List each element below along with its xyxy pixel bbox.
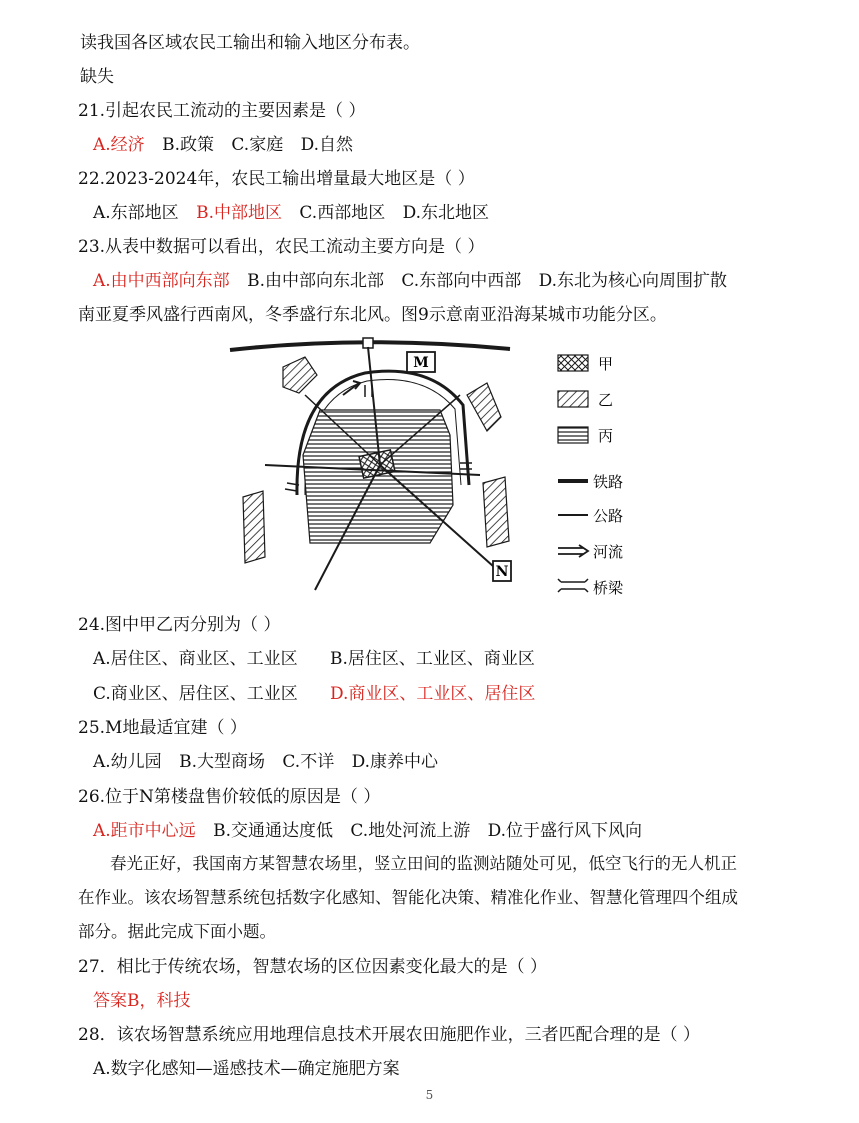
q22-stem: 22.2023-2024年，农民工输出增量最大地区是（ ） [78, 169, 475, 189]
passage-line-1: 春光正好，我国南方某智慧农场里，竖立田间的监测站随处可见，低空飞行的无人机正 [110, 854, 737, 873]
q27-answer: 答案B，科技 [93, 991, 191, 1011]
q24-option-d: D.商业区、工业区、居住区 [330, 684, 536, 704]
zone-yi-1 [283, 357, 317, 393]
legend-swatch-bing [558, 427, 588, 443]
q21-stem: 21.引起农民工流动的主要因素是（ ） [78, 101, 366, 121]
q25-option-d: D.康养中心 [351, 752, 439, 772]
table-prompt: 读我国各区域农民工输出和输入地区分布表。 [80, 33, 420, 53]
q23-option-a: A.由中西部向东部 [93, 271, 230, 291]
legend-swatch-yi [558, 391, 588, 407]
zone-yi-3 [483, 477, 509, 547]
legend-swatch-river [558, 545, 588, 557]
legend-label-river: 河流 [593, 543, 624, 561]
q24-stem: 24.图中甲乙丙分别为（ ） [78, 615, 281, 635]
q23-options [93, 270, 739, 292]
passage-line-3: 部分。据此完成下面小题。 [78, 922, 276, 941]
station-square [363, 338, 373, 348]
zone-yi-4 [243, 491, 265, 563]
q23-option-b: B.由中部向东北部 [247, 271, 384, 291]
q26-stem: 26.位于N第楼盘售价较低的原因是（ ） [78, 787, 381, 807]
q22-option-a: A.东部地区 [93, 203, 179, 223]
legend-swatch-bridge [558, 579, 588, 592]
label-n: N [495, 564, 509, 580]
legend-label-yi: 乙 [598, 391, 614, 409]
q27-stem: 27．相比于传统农场，智慧农场的区位因素变化最大的是（ ） [78, 957, 548, 977]
q21-option-a: A.经济 [93, 135, 145, 155]
q21-option-b: B.政策 [162, 135, 214, 155]
q22-option-c: C.西部地区 [299, 203, 386, 223]
q26-option-c: C.地处河流上游 [350, 821, 471, 841]
passage-line-2: 在作业。该农场智慧系统包括数字化感知、智能化决策、精准化作业、智慧化管理四个组成 [78, 888, 738, 907]
q25-options [93, 751, 450, 773]
legend-label-railway: 铁路 [593, 473, 624, 491]
q21-options [93, 134, 365, 156]
q28-option-a: A.数字化感知—遥感技术—确定施肥方案 [93, 1059, 400, 1079]
q25-option-a: A.幼儿园 [93, 752, 162, 772]
q24-option-c: C.商业区、居住区、工业区 [93, 684, 298, 704]
q21-option-d: D.自然 [300, 135, 354, 155]
legend-label-bridge: 桥梁 [593, 579, 624, 597]
q25-stem: 25.M地最适宜建（ ） [78, 718, 247, 738]
page-number: 5 [425, 1088, 434, 1102]
q24-option-b: B.居住区、工业区、商业区 [330, 649, 535, 669]
city-map-svg [225, 335, 645, 605]
bridge-mark [365, 385, 372, 397]
q26-option-a: A.距市中心远 [93, 821, 196, 841]
q24-option-a: A.居住区、商业区、工业区 [93, 649, 298, 669]
river-arrow [343, 383, 359, 395]
label-m: M [413, 355, 429, 371]
q24-options-row1 [93, 648, 298, 670]
q25-option-c: C.不详 [282, 752, 335, 772]
q26-option-d: D.位于盛行风下风向 [487, 821, 643, 841]
legend-label-jia: 甲 [598, 355, 614, 373]
q26-option-b: B.交通通达度低 [213, 821, 333, 841]
zone-bing [303, 410, 453, 543]
q23-option-d: D.东北为核心向周围扩散 [538, 271, 728, 291]
q28-stem: 28．该农场智慧系统应用地理信息技术开展农田施肥作业，三者匹配合理的是（ ） [78, 1025, 701, 1045]
q22-option-b: B.中部地区 [196, 203, 282, 223]
q21-option-c: C.家庭 [231, 135, 284, 155]
map-intro: 南亚夏季风盛行西南风，冬季盛行东北风。图9示意南亚沿海某城市功能分区。 [78, 305, 667, 325]
legend-label-bing: 丙 [598, 427, 614, 445]
zone-yi-2 [467, 383, 501, 431]
legend-swatch-jia [558, 355, 588, 371]
legend-label-road: 公路 [593, 507, 624, 525]
q23-stem: 23.从表中数据可以看出，农民工流动主要方向是（ ） [78, 237, 485, 257]
q25-option-b: B.大型商场 [179, 752, 265, 772]
missing-note: 缺失 [80, 67, 114, 87]
q22-option-d: D.东北地区 [402, 203, 490, 223]
city-function-map [225, 335, 645, 605]
q23-option-c: C.东部向中西部 [401, 271, 522, 291]
q22-options [93, 202, 501, 224]
q26-options [93, 820, 654, 842]
q24-options-row2 [93, 683, 298, 705]
